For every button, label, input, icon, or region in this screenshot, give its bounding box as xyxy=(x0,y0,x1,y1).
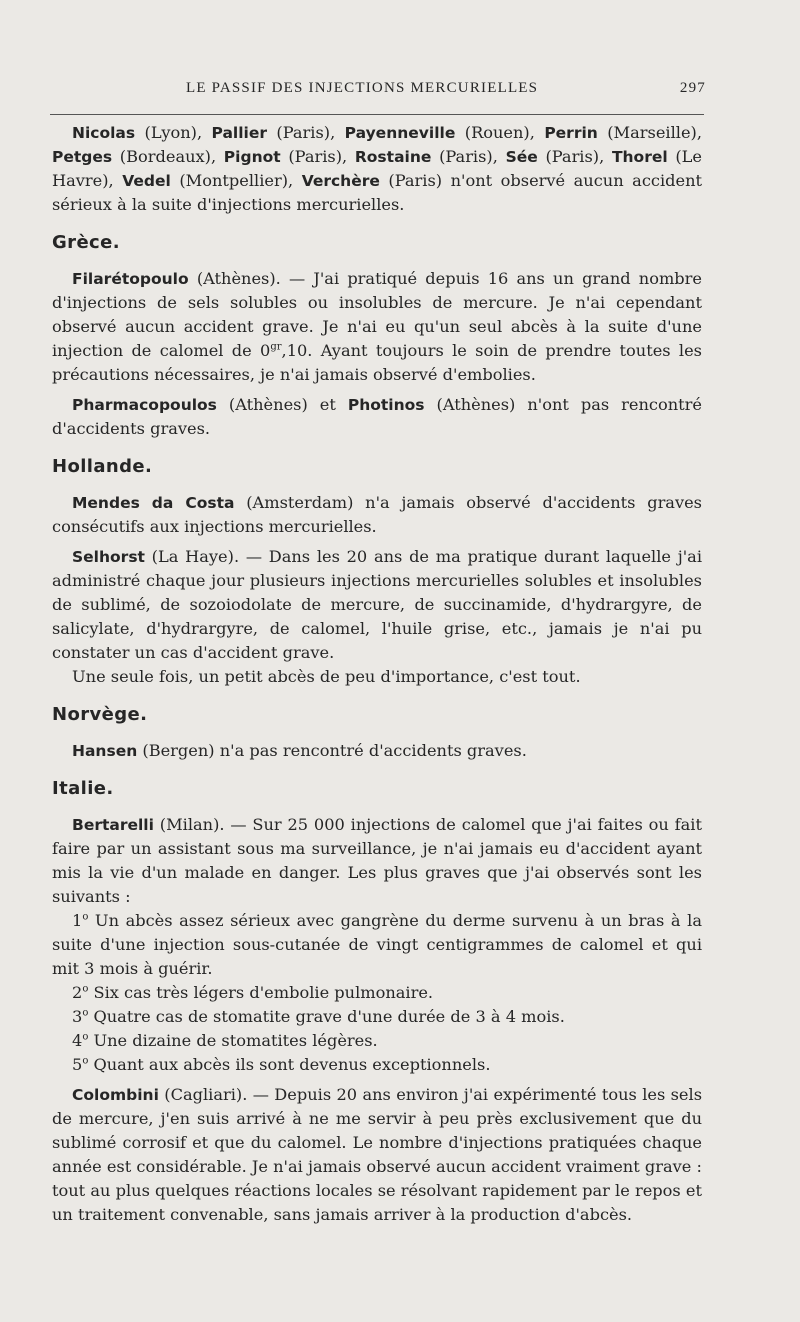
section-heading-norvege: Norvège. xyxy=(52,704,148,725)
author-name: Photinos xyxy=(347,396,425,414)
paragraph-selhorst: Selhorst (La Haye). — Dans les 20 ans de ma pratique durant laquelle j'ai administré chaque jour plusieurs injections mercurielles solubles et insolubles de sublimé, de sozoiodolate de mercure, de succinamide, d'hydrargyre, de salicylate, d'hydrargyre, de calomel, l'huile grise, etc., jamais je n'ai pu constater un cas d'accident grave. xyxy=(52,547,702,662)
author-name: Perrin xyxy=(544,124,598,142)
page-body xyxy=(52,121,702,1227)
running-title: LE PASSIF DES INJECTIONS MERCURIELLES xyxy=(186,80,539,96)
author-name: Pharmacopoulos xyxy=(72,396,217,414)
paragraph-filaretopoulo: Filarétopoulo (Athènes). — J'ai pratiqué depuis 16 ans un grand nombre d'injections de sels solubles ou insolubles de mercure. Je n'ai cependant observé aucun accident grave. Je n'ai eu qu'un seul abcès à la suite d'une injection de calomel de $0^{gr},10$. Ayant toujours le soin de prendre toutes les précautions nécessaires, je n'ai jamais observé d'embolies. xyxy=(52,269,702,384)
intro-paragraph: Nicolas (Lyon), Pallier (Paris), Payenneville (Rouen), Perrin (Marseille), Petges (Bordeaux), Pignot (Paris), Rostaine (Paris), Sée (Paris), Thorel (Le Havre), Vedel (Montpellier), Verchère (Paris) n'ont observé aucun accident sérieux à la suite d'injections mercurielles. xyxy=(52,123,702,214)
author-name: Hansen xyxy=(72,742,138,760)
author-name: Bertarelli xyxy=(72,816,154,834)
author-name: Petges xyxy=(52,148,113,166)
author-name: Vedel xyxy=(122,172,171,190)
author-name: Thorel xyxy=(611,148,668,166)
paragraph-colombini: Colombini (Cagliari). — Depuis 20 ans environ j'ai expérimenté tous les sels de mercure, j'en suis arrivé à ne me servir à peu près exclusivement que du sublimé corrosif et que du calomel. Le nombre d'injections pratiquées chaque année est considérable. Je n'ai jamais observé aucun accident vraiment grave : tout au plus quelques réactions locales se résolvant rapidement par le repos et un traitement convenable, sans jamais arriver à la production d'abcès. xyxy=(52,1085,702,1224)
author-name: Payenneville xyxy=(344,124,456,142)
author-name: Pallier xyxy=(211,124,268,142)
paragraph-pharmacopoulos: Pharmacopoulos (Athènes) et Photinos (Athènes) n'ont pas rencontré d'accidents graves. xyxy=(52,395,702,438)
paragraph-hansen: Hansen (Bergen) n'a pas rencontré d'accidents graves. xyxy=(72,741,527,760)
section-heading-italie: Italie. xyxy=(52,778,114,799)
paragraph-bertarelli: Bertarelli (Milan). — Sur 25 000 injections de calomel que j'ai faites ou fait faire par un assistant sous ma surveillance, je n'ai jamais eu d'accident ayant mis la vie d'un malade en danger. Les plus graves que j'ai observés sont les suivants : xyxy=(52,815,702,906)
author-name: Sée xyxy=(505,148,538,166)
numbered-item-1: 1$^o$ Un abcès assez sérieux avec gangrène du derme survenu à un bras à la suite d'une injection sous-cutanée de vingt centigrammes de calomel et qui mit 3 mois à guérir. xyxy=(52,911,702,978)
header-rule xyxy=(50,114,704,115)
paragraph-mendes-da-costa: Mendes da Costa (Amsterdam) n'a jamais observé d'accidents graves consécutifs aux injections mercurielles. xyxy=(52,493,702,536)
numbered-item-2: 2$^o$ Six cas très légers d'embolie pulmonaire. xyxy=(72,983,434,1002)
author-name: Pignot xyxy=(223,148,281,166)
author-name: Filarétopoulo xyxy=(72,270,189,288)
numbered-item-3: 3$^o$ Quatre cas de stomatite grave d'une durée de 3 à 4 mois. xyxy=(72,1007,565,1026)
author-name: Mendes da Costa xyxy=(72,494,235,512)
numbered-item-5: 5$^o$ Quant aux abcès ils sont devenus exceptionnels. xyxy=(72,1055,491,1074)
author-name: Rostaine xyxy=(354,148,432,166)
author-name: Colombini xyxy=(72,1086,159,1104)
section-heading-hollande: Hollande. xyxy=(52,456,153,477)
author-name: Verchère xyxy=(301,172,380,190)
paragraph-selhorst-note: Une seule fois, un petit abcès de peu d'importance, c'est tout. xyxy=(72,667,581,686)
numbered-item-4: 4$^o$ Une dizaine de stomatites légères. xyxy=(72,1031,378,1050)
author-name: Selhorst xyxy=(72,548,145,566)
author-name: Nicolas xyxy=(72,124,136,142)
page-number: 297 xyxy=(679,80,706,96)
section-heading-grece: Grèce. xyxy=(52,232,120,253)
